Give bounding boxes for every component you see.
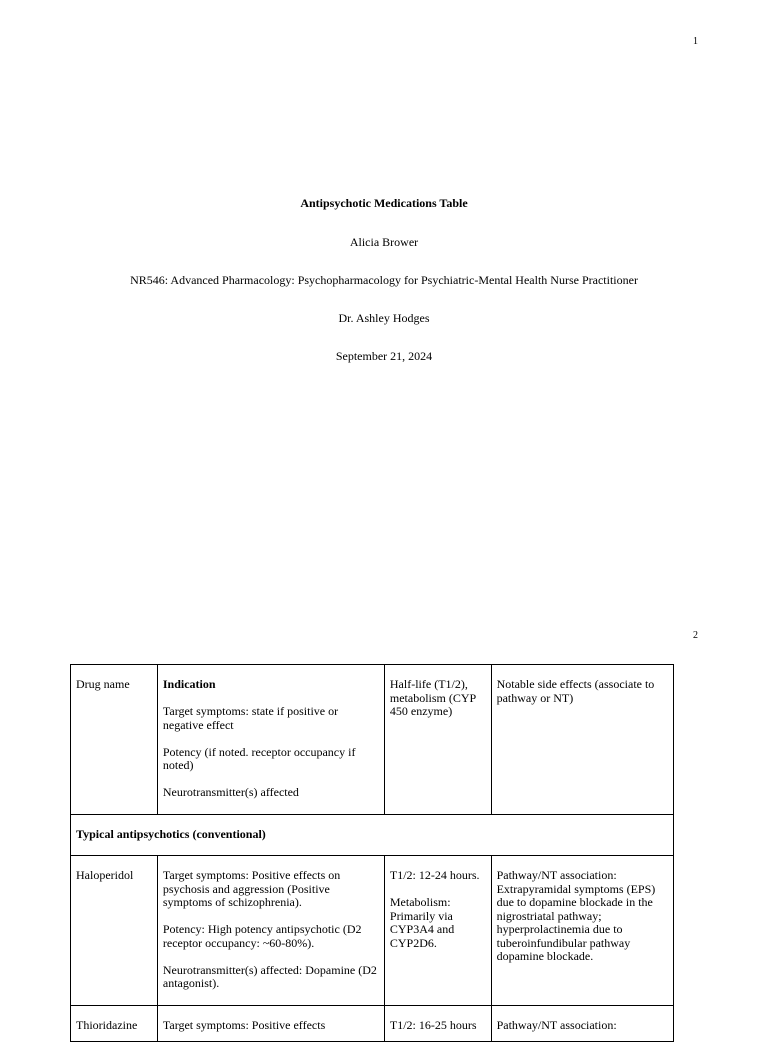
side-effects: Pathway/NT association: <box>496 1018 617 1032</box>
side-effects: Pathway/NT association: Extrapyramidal symptoms (EPS) due to dopamine blockade in the nigrostriatal pathway; hyperprolactinemia due to tuberoinfundibular pathway dopamine blockade. <box>496 868 656 963</box>
header-indication-title: Indication <box>162 677 216 691</box>
metabolism: Metabolism: Primarily via CYP3A4 and CYP2D6. <box>389 895 455 950</box>
table-row <box>71 1006 674 1042</box>
header-side-effects-text: Notable side effects (associate to pathway or NT) <box>496 677 655 705</box>
page-number: 1 <box>693 36 698 47</box>
header-half-life <box>384 665 491 815</box>
drug-name-cell <box>71 856 158 1006</box>
table-row <box>71 856 674 1006</box>
antipsychotic-medications-table <box>70 664 674 1042</box>
indication-cell <box>157 1006 384 1042</box>
table-header-row <box>71 665 674 815</box>
neurotransmitters: Neurotransmitter(s) affected: Dopamine (D2 antagonist). <box>162 962 377 990</box>
drug-name: Haloperidol <box>76 868 134 882</box>
table-section-row <box>71 815 674 856</box>
target-symptoms: Target symptoms: Positive effects <box>162 1018 326 1032</box>
side-effects-cell <box>491 1006 673 1042</box>
document-title: Antipsychotic Medications Table <box>300 196 468 210</box>
section-title: Typical antipsychotics (conventional) <box>76 827 266 841</box>
header-indication-target: Target symptoms: state if positive or negative effect <box>162 704 339 732</box>
author-name: Alicia Brower <box>349 235 419 249</box>
half-life-cell <box>384 1006 491 1042</box>
indication-cell <box>157 856 384 1006</box>
side-effects-cell <box>491 856 673 1006</box>
instructor-name: Dr. Ashley Hodges <box>338 311 430 325</box>
submission-date: September 21, 2024 <box>335 349 433 363</box>
header-indication-nt: Neurotransmitter(s) affected <box>162 785 299 799</box>
header-drug-name-text: Drug name <box>76 677 130 691</box>
header-drug-name <box>71 665 158 815</box>
header-indication <box>157 665 384 815</box>
half-life-cell <box>384 856 491 1006</box>
target-symptoms: Target symptoms: Positive effects on psychosis and aggression (Positive symptoms of schizophrenia). <box>162 868 341 909</box>
half-life: T1/2: 12-24 hours. <box>389 868 480 882</box>
page-number: 2 <box>693 630 698 641</box>
potency: Potency: High potency antipsychotic (D2 receptor occupancy: ~60-80%). <box>162 922 362 950</box>
course-name: NR546: Advanced Pharmacology: Psychopharmacology for Psychiatric-Mental Health Nurse Practitioner <box>130 273 638 287</box>
section-typical-antipsychotics <box>71 815 674 856</box>
header-half-life-text: Half-life (T1/2), metabolism (CYP 450 enzyme) <box>389 677 476 718</box>
header-indication-potency: Potency (if noted. receptor occupancy if noted) <box>162 744 356 772</box>
half-life: T1/2: 16-25 hours <box>389 1018 477 1032</box>
header-side-effects <box>491 665 673 815</box>
drug-name: Thioridazine <box>76 1018 138 1032</box>
drug-name-cell <box>71 1006 158 1042</box>
